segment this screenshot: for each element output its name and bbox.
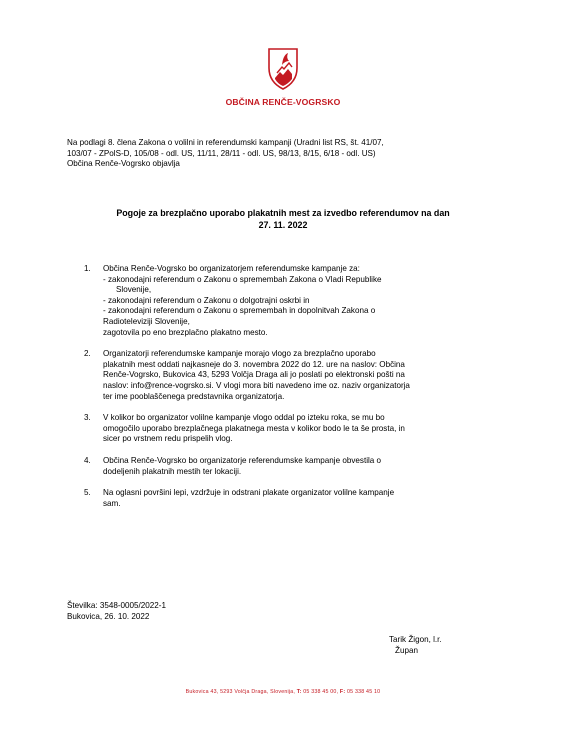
item-line: naslov: info@rence-vogrsko.si. V vlogi mora biti navedeno ime oz. naziv organizatorja [103,380,410,390]
place-date: Bukovica, 26. 10. 2022 [67,612,150,621]
item-line: Na oglasni površini lepi, vzdržuje in odstrani plakate organizator volilne kampanje [103,488,395,498]
municipality-name: OBČINA RENČE-VOGRSKO [225,97,341,107]
footer-fax-label: F: [339,689,346,695]
item-line: sicer po vrstnem redu prispelih vlog. [103,434,233,444]
item-number: 1. [84,264,91,273]
footer-phone-label: T: [296,689,302,695]
signatory-role: Župan [395,646,418,655]
item-number: 2. [84,349,91,359]
intro-line: Občina Renče-Vogrsko objavlja [67,159,180,169]
title-line: 27. 11. 2022 [258,219,308,230]
item-line: - zakonodajni referendum o Zakonu o dolgotrajni oskrbi in [103,295,310,305]
item-line: Občina Renče-Vogrsko bo organizatorje referendumske kampanje obvestila o [103,455,382,465]
item-line: Slovenije, [116,285,152,295]
signatory-name: Tarik Žigon, l.r. [389,635,442,644]
signature-block [389,634,442,656]
condition-item [84,413,500,445]
document-title [67,208,499,231]
condition-item [84,264,500,338]
footer-contact [0,689,566,695]
intro-line: 103/07 - ZPolS-D, 105/08 - odl. US, 11/11, 28/11 - odl. US, 98/13, 8/15, 6/18 - odl. US) [67,148,376,158]
item-number: 5. [84,488,91,498]
item-line: - zakonodajni referendum o Zakonu o spremembah in dopolnitvah Zakona o [103,306,376,316]
item-line: zagotovila po eno brezplačno plakatno mesto. [103,327,268,337]
item-line: plakatnih mest oddati najkasneje do 3. novembra 2022 do 12. ure na naslov: Občina [103,359,405,369]
item-line: Občina Renče-Vogrsko bo organizatorjem referendumske kampanje za: [103,264,360,273]
footer-fax: 05 338 45 10 [346,689,381,695]
item-number: 4. [84,455,91,465]
item-line: ter ime pooblaščenega predstavnika organizatorja. [103,391,285,401]
intro-paragraph [67,138,499,170]
reference-number: Številka: 3548-0005/2022-1 [67,601,166,610]
condition-item [84,488,500,509]
title-line: Pogoje za brezplačno uporabo plakatnih mest za izvedbo referendumov na dan [116,208,450,218]
item-line: Organizatorji referendumske kampanje morajo vlogo za brezplačno uporabo [103,349,376,359]
condition-item [84,456,500,477]
footer-phone: 05 338 45 00, [303,689,339,695]
intro-line: Na podlagi 8. člena Zakona o volilni in referendumski kampanji (Uradni list RS, št. 41/07, [67,138,384,147]
coat-of-arms-logo [268,48,298,90]
item-line: - zakonodajni referendum o Zakonu o spremembah Zakona o Vladi Republike [103,274,382,284]
item-line: V kolikor bo organizator volilne kampanje vlogo oddal po izteku roka, se mu bo [103,413,385,423]
item-line: omogočilo uporabo brezplačnega plakatnega mesta v kolikor bodo le ta še prosta, in [103,423,405,433]
condition-item [84,349,500,402]
item-line: sam. [103,498,121,508]
item-line: dodeljenih plakatnih mestih ter lokaciji. [103,466,242,476]
document-reference [67,600,166,622]
item-line: Renče-Vogrsko, Bukovica 43, 5293 Volčja Draga ali jo poslati po elektronski pošti na [103,370,405,380]
conditions-list [84,264,500,509]
item-number: 3. [84,413,91,423]
item-line: Radioteleviziji Slovenije, [103,316,190,326]
footer-address: Bukovica 43, 5293 Volčja Draga, Slovenija, [185,689,296,695]
